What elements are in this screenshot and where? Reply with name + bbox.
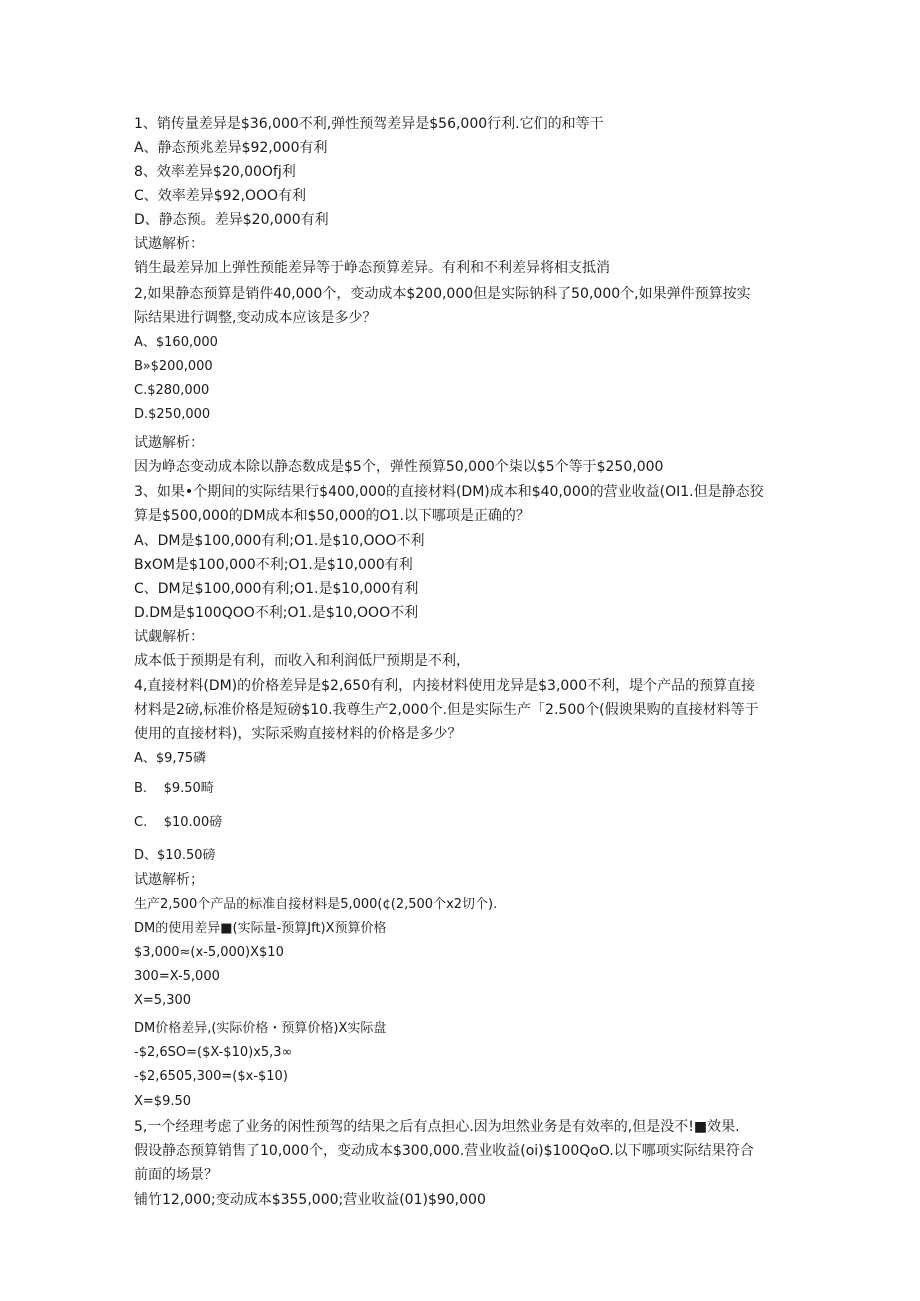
q1-stem: 1、销传量差异是$36,000不利,弹性预驾差异是$56,000行利.它们的和等干 bbox=[134, 116, 604, 132]
q1-option-d: D、静态预。差异$20,000有利 bbox=[134, 212, 329, 228]
q2-option-a: A、$160,000 bbox=[134, 335, 218, 350]
q2-stem-line-2: 际结果进行调整,变动成本应该是多少？ bbox=[134, 310, 377, 326]
q4-analysis-line-2: DM的使用差异■(实际量-预算Jft)X预算价格 bbox=[134, 921, 387, 936]
q2-option-c: C.$280,000 bbox=[134, 383, 210, 398]
q1-option-c: C、效率差异$92,OOO有利 bbox=[134, 188, 307, 204]
q4-option-d: D、$10.50磅 bbox=[134, 848, 216, 863]
q4-analysis-line-9: X=$9.50 bbox=[134, 1094, 192, 1109]
q3-analysis-heading: 试觑解析： bbox=[134, 629, 204, 645]
q2-analysis-heading: 试遨解析： bbox=[134, 435, 204, 451]
q1-analysis-text: 销生最差异加上弹性预能差异等于峥态预算差异。有利和不利差异将相支抵消 bbox=[134, 260, 610, 276]
q4-option-c: C. $10.00磅 bbox=[134, 815, 223, 830]
q2-stem-line-1: 2,如果静态预算是销件40,000个，变动成本$200,000但是实际钠科了50,000个,如果弹件预算按实 bbox=[134, 286, 751, 302]
q2-analysis-text: 因为峥态变动成本除以静态数成是$5个，弹性预算50,000个柒以$5个等于$250,000 bbox=[134, 459, 664, 475]
q4-option-a: A、$9,75磷 bbox=[134, 751, 207, 766]
q4-analysis-line-8: -$2,6505,300=($x-$10) bbox=[134, 1069, 288, 1084]
q5-stem-line-2: 假设静态预算销售了10,000个，变动成本$300,000.营业收益(oi)$100QoO.以下哪项实际结果符合 bbox=[134, 1143, 754, 1159]
q4-stem-line-1: 4,直接材料(DM)的价格差异是$2,650有利，内接材料使用龙异是$3,000不利，堤个产品的预算直接 bbox=[134, 678, 756, 694]
q3-option-a: A、DM是$100,000有利;O1.是$10,OOO不利 bbox=[134, 533, 425, 549]
q2-option-d: D.$250,000 bbox=[134, 407, 211, 422]
q5-stem-line-3: 前面的场景？ bbox=[134, 1167, 218, 1183]
q4-analysis-line-6: DM价格差异,(实际价格・预算价格)X实际盘 bbox=[134, 1021, 387, 1036]
q1-option-b: 8、效率差异$20,00Ofj利 bbox=[134, 164, 296, 180]
q5-option-a: 铺竹12,000;变动成本$355,000;营业收益(01)$90,000 bbox=[134, 1192, 486, 1208]
q4-analysis-line-1: 生产2,500个产品的标准自接材料是5,000(¢(2,500个x2切个). bbox=[134, 897, 498, 912]
q2-option-b: B»$200,000 bbox=[134, 359, 213, 374]
q3-option-b: BxOM是$100,000不利;O1.是$10,000有利 bbox=[134, 557, 413, 573]
q3-option-d: D.DM是$100QOO不利;O1.是$10,OOO不利 bbox=[134, 605, 419, 621]
q4-stem-line-2: 材料是2磅,标准价格是短磅$10.我尊生产2,000个.但是实际生产「2.500个(假谀果购的直接材料等于 bbox=[134, 702, 759, 718]
q4-stem-line-3: 使用的直接材料)，实际采购直接材料的价格是多少？ bbox=[134, 726, 462, 742]
q1-analysis-heading: 试遨解析： bbox=[134, 236, 204, 252]
q4-analysis-line-7: -$2,6SO=($X-$10)x5,3∞ bbox=[134, 1045, 293, 1060]
q4-analysis-line-5: X=5,300 bbox=[134, 993, 192, 1008]
q1-option-a: A、静态预兆差异$92,000有利 bbox=[134, 140, 328, 156]
q3-stem-line-2: 算是$500,000的DM成本和$50,000的O1.以下哪项是正确的？ bbox=[134, 508, 530, 524]
q3-stem-line-1: 3、如果•个期间的实际结果行$400,000的直接材料(DM)成本和$40,000的营业收益(OI1.但是静态狡 bbox=[134, 484, 764, 500]
q3-option-c: C、DM足$100,000有利;O1.是$10,000有利 bbox=[134, 581, 419, 597]
q4-analysis-line-3: $3,000≈(x-5,000)X$10 bbox=[134, 945, 284, 960]
q5-stem-line-1: 5,一个经理考虑了业务的闲性预驾的结果之后有点担心.因为坦然业务是有效率的,但是没不!■效果. bbox=[134, 1119, 740, 1135]
q3-analysis-text: 成本低于预期是有利，而收入和利润低尸预期是不利， bbox=[134, 653, 470, 669]
q4-analysis-line-4: 300=X-5,000 bbox=[134, 969, 220, 984]
q4-option-b: B. $9.50畸 bbox=[134, 781, 214, 796]
q4-analysis-heading: 试遨解析； bbox=[134, 872, 204, 888]
